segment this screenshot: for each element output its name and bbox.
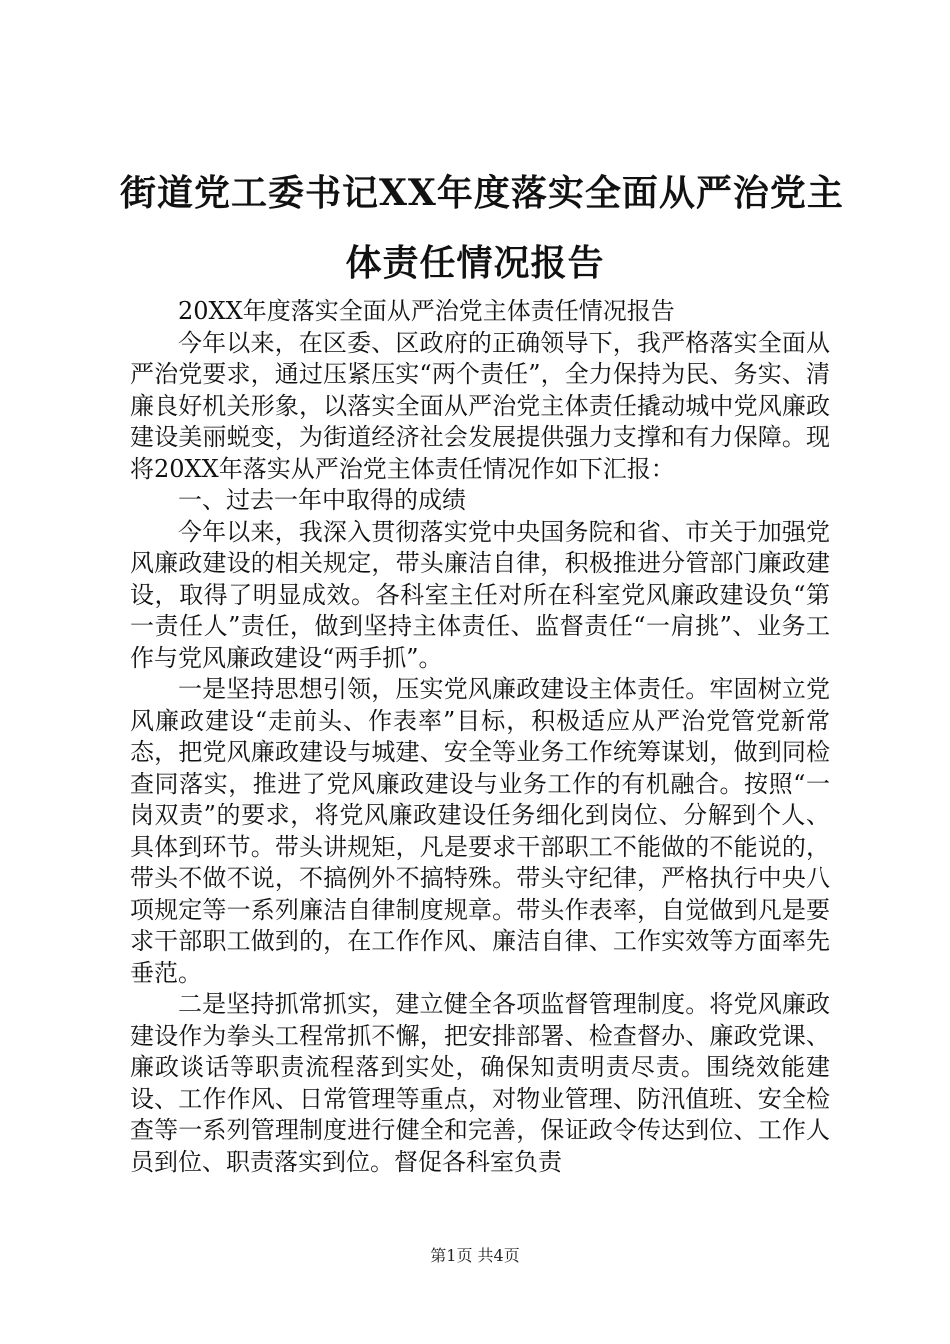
subtitle-paragraph: 20XX年度落实全面从严治党主体责任情况报告 — [178, 297, 675, 325]
document-title — [120, 158, 844, 298]
intro-paragraph: 今年以来，在区委、区政府的正确领导下，我严格落实全面从严治党要求，通过压紧压实“两个责任”，全力保持为民、务实、清廉良好机关形象，以落实全面从严治党主体责任撬动城中党风廉政建设美丽蜕变，为街道经济社会发展提供强力支撑和有力保障。现将20XX年落实从严治党主体责任情况作如下汇报： — [130, 328, 830, 483]
title-line-2: 体责任情况报告 — [345, 242, 605, 284]
document-body — [130, 296, 830, 1178]
body-paragraph: 二是坚持抓常抓实，建立健全各项监督管理制度。将党风廉政建设作为拳头工程常抓不懈，把安排部署、检查督办、廉政党课、廉政谈话等职责流程落到实处，确保知责明责尽责。围绕效能建设、工作作风、日常管理等重点，对物业管理、防汛值班、安全检查等一系列管理制度进行健全和完善，保证政令传达到位、工作人员到位、职责落实到位。督促各科室负责 — [130, 990, 830, 1176]
title-line-1: 街道党工委书记XX年度落实全面从严治党主 — [120, 172, 844, 214]
body-paragraph: 一是坚持思想引领，压实党风廉政建设主体责任。牢固树立党风廉政建设“走前头、作表率”目标，积极适应从严治党管党新常态，把党风廉政建设与城建、安全等业务工作统筹谋划，做到同检查同落实，推进了党风廉政建设与业务工作的有机融合。按照“一岗双责”的要求，将党风廉政建设任务细化到岗位、分解到个人、具体到环节。带头讲规矩，凡是要求干部职工不能做的不能说的，带头不做不说，不搞例外不搞特殊。带头守纪律，严格执行中央八项规定等一系列廉洁自律制度规章。带头作表率，自觉做到凡是要求干部职工做到的，在工作作风、廉洁自律、工作实效等方面率先垂范。 — [130, 675, 830, 987]
body-paragraph: 今年以来，我深入贯彻落实党中央国务院和省、市关于加强党风廉政建设的相关规定，带头廉洁自律，积极推进分管部门廉政建设，取得了明显成效。各科室主任对所在科室党风廉政建设负“第一责任人”责任，做到坚持主体责任、监督责任“一肩挑”、业务工作与党风廉政建设“两手抓”。 — [130, 517, 830, 672]
section-heading: 一、过去一年中取得的成绩 — [178, 486, 466, 514]
page-number-footer: 第1页 共4页 — [430, 1246, 520, 1265]
